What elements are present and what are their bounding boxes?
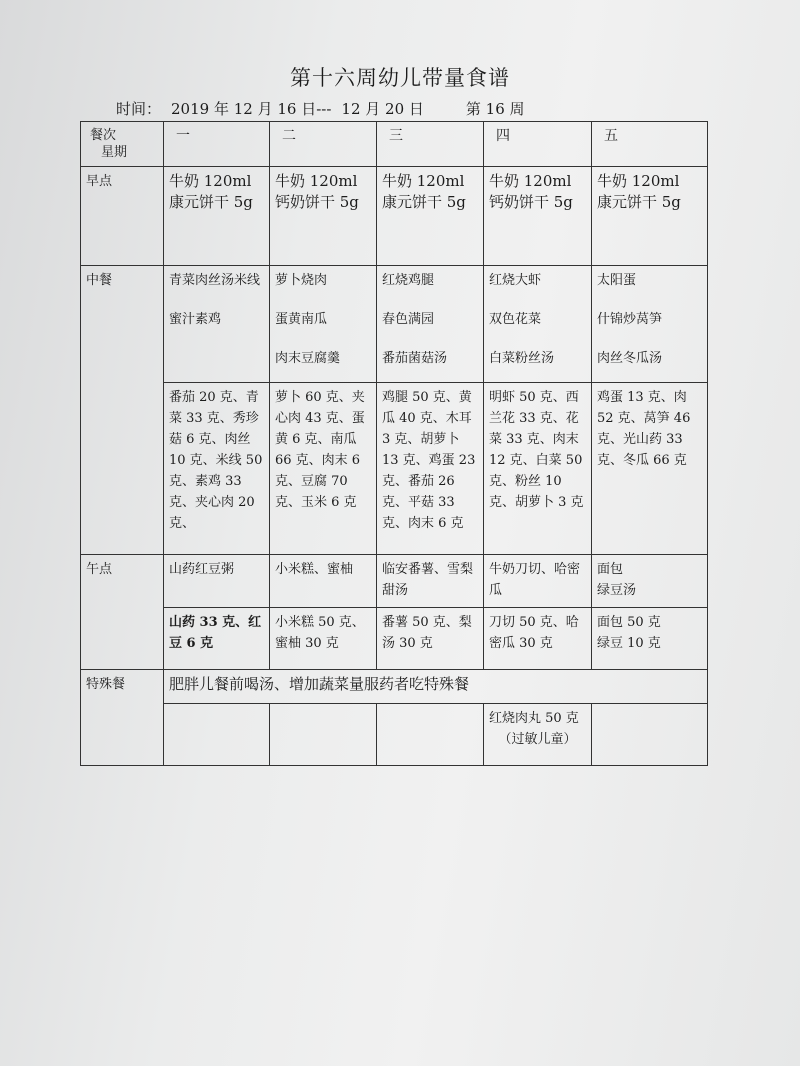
corner-cell bbox=[81, 122, 164, 167]
page-title: 第十六周幼儿带量食谱 bbox=[290, 66, 510, 90]
breakfast-item: 康元饼干 5g bbox=[382, 193, 466, 211]
special-dish: 红烧肉丸 50 克 bbox=[489, 711, 579, 726]
special-cell-thu bbox=[484, 704, 592, 766]
lunch-dishes-tue bbox=[270, 266, 377, 383]
dish: 双色花菜 bbox=[489, 312, 542, 327]
breakfast-cell-thu bbox=[484, 167, 592, 266]
date-end: 12 月 20 日 bbox=[341, 100, 424, 118]
lunch-dishes-mon bbox=[164, 266, 270, 383]
date-label: 时间： bbox=[116, 100, 162, 118]
snack-dish-tue: 小米糕、蜜柚 bbox=[270, 555, 377, 608]
lunch-ingredients-mon: 番茄 20 克、青菜 33 克、秀珍菇 6 克、肉丝 10 克、米线 50 克、素鸡 33 克、夹心肉 20 克、 bbox=[164, 383, 270, 555]
dish: 蜜汁素鸡 bbox=[169, 312, 222, 327]
meal-header: 餐次 bbox=[90, 128, 117, 143]
snack-ingredients-fri: 面包 50 克 绿豆 10 克 bbox=[592, 608, 708, 670]
special-note-row bbox=[81, 670, 708, 704]
breakfast-item: 钙奶饼干 5g bbox=[489, 193, 573, 211]
snack-dish-mon: 山药红豆粥 bbox=[164, 555, 270, 608]
dish: 肉丝冬瓜汤 bbox=[597, 351, 663, 366]
lunch-ingredients-tue: 萝卜 60 克、夹心肉 43 克、蛋黄 6 克、南瓜 66 克、肉末 6 克、豆腐 70 克、玉米 6 克 bbox=[270, 383, 377, 555]
lunch-ingredients-thu: 明虾 50 克、西兰花 33 克、花菜 33 克、肉末 12 克、白菜 50 克、粉丝 10 克、胡萝卜 3 克 bbox=[484, 383, 592, 555]
date-range-line bbox=[116, 98, 535, 119]
special-cell-tue bbox=[270, 704, 377, 766]
day-header-fri: 五 bbox=[592, 122, 708, 167]
date-start: 2019 年 12 月 16 日--- bbox=[171, 100, 332, 118]
snack-label: 午点 bbox=[81, 555, 164, 670]
special-cell-mon bbox=[164, 704, 270, 766]
breakfast-item: 康元饼干 5g bbox=[597, 193, 681, 211]
snack-dish-fri: 面包 绿豆汤 bbox=[592, 555, 708, 608]
breakfast-label: 早点 bbox=[81, 167, 164, 266]
dish: 肉末豆腐羹 bbox=[275, 351, 341, 366]
header-row bbox=[81, 122, 708, 167]
dish: 蛋黄南瓜 bbox=[275, 312, 328, 327]
special-note: 肥胖儿餐前喝汤、增加蔬菜量服药者吃特殊餐 bbox=[164, 670, 708, 704]
special-cell-fri bbox=[592, 704, 708, 766]
special-cell-wed bbox=[377, 704, 484, 766]
breakfast-item: 牛奶 120ml bbox=[597, 172, 680, 190]
menu-table bbox=[80, 121, 708, 766]
special-meals-row bbox=[81, 704, 708, 766]
day-header-tue: 二 bbox=[270, 122, 377, 167]
breakfast-cell-fri bbox=[592, 167, 708, 266]
dish: 番茄菌菇汤 bbox=[382, 351, 448, 366]
snack-ingredients-thu: 刀切 50 克、哈密瓜 30 克 bbox=[484, 608, 592, 670]
lunch-dishes-wed bbox=[377, 266, 484, 383]
breakfast-item: 牛奶 120ml bbox=[169, 172, 252, 190]
snack-dishes-row bbox=[81, 555, 708, 608]
breakfast-item: 康元饼干 5g bbox=[169, 193, 253, 211]
snack-ingredients-mon: 山药 33 克、红豆 6 克 bbox=[164, 608, 270, 670]
dish: 红烧大虾 bbox=[489, 273, 542, 288]
breakfast-cell-wed bbox=[377, 167, 484, 266]
snack-ingredients-tue: 小米糕 50 克、蜜柚 30 克 bbox=[270, 608, 377, 670]
dish: 什锦炒莴笋 bbox=[597, 312, 663, 327]
lunch-label: 中餐 bbox=[81, 266, 164, 555]
dish: 萝卜烧肉 bbox=[275, 273, 328, 288]
dish: 白菜粉丝汤 bbox=[489, 351, 555, 366]
special-dish-note: （过敏儿童） bbox=[498, 732, 577, 747]
breakfast-item: 钙奶饼干 5g bbox=[275, 193, 359, 211]
lunch-dishes-fri bbox=[592, 266, 708, 383]
lunch-dishes-row bbox=[81, 266, 708, 383]
dish: 红烧鸡腿 bbox=[382, 273, 435, 288]
dish: 春色满园 bbox=[382, 312, 435, 327]
breakfast-cell-tue bbox=[270, 167, 377, 266]
lunch-dishes-thu bbox=[484, 266, 592, 383]
breakfast-item: 牛奶 120ml bbox=[489, 172, 572, 190]
breakfast-item: 牛奶 120ml bbox=[275, 172, 358, 190]
dish: 青菜肉丝汤米线 bbox=[169, 273, 261, 288]
lunch-ingredients-fri: 鸡蛋 13 克、肉 52 克、莴笋 46 克、光山药 33 克、冬瓜 66 克 bbox=[592, 383, 708, 555]
dish: 太阳蛋 bbox=[597, 273, 637, 288]
lunch-ingredients-wed: 鸡腿 50 克、黄瓜 40 克、木耳 3 克、胡萝卜 13 克、鸡蛋 23 克、番茄 26 克、平菇 33 克、肉末 6 克 bbox=[377, 383, 484, 555]
breakfast-row bbox=[81, 167, 708, 266]
snack-dish-thu: 牛奶刀切、哈密瓜 bbox=[484, 555, 592, 608]
lunch-ingredients-row bbox=[81, 383, 708, 555]
breakfast-cell-mon bbox=[164, 167, 270, 266]
day-header-wed: 三 bbox=[377, 122, 484, 167]
snack-ingredients-row bbox=[81, 608, 708, 670]
day-header-mon: 一 bbox=[164, 122, 270, 167]
special-label: 特殊餐 bbox=[81, 670, 164, 766]
week-number: 第 16 周 bbox=[465, 100, 525, 118]
day-header-thu: 四 bbox=[484, 122, 592, 167]
weekday-header: 星期 bbox=[101, 145, 128, 160]
breakfast-item: 牛奶 120ml bbox=[382, 172, 465, 190]
snack-dish-wed: 临安番薯、雪梨甜汤 bbox=[377, 555, 484, 608]
snack-ingredients-wed: 番薯 50 克、梨汤 30 克 bbox=[377, 608, 484, 670]
